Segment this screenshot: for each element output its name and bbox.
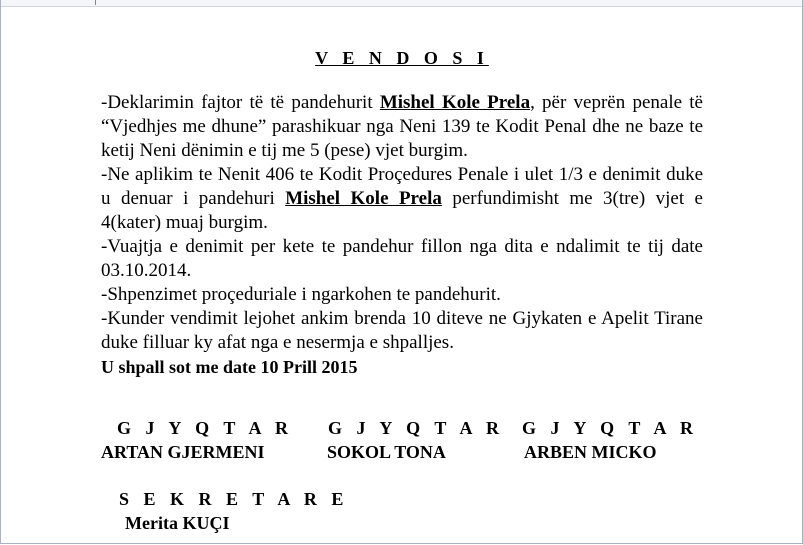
judge-role: G J Y Q T A R (328, 418, 505, 438)
secretary-signature (119, 487, 348, 535)
secretary-role: S E K R E T A R E (119, 489, 349, 509)
paragraph-declaration-pre: -Deklarimin fajtor të të pandehurit (101, 92, 380, 113)
judge-role: G J Y Q T A R (522, 418, 699, 438)
judge-signature-3 (506, 416, 698, 464)
paragraph-sentence-start: -Vuajtja e denimit per kete te pandehur fillon nga dita e ndalimit te tij date 03.10.2014. (101, 236, 703, 281)
document-heading: V E N D O S I (315, 48, 489, 68)
judge-name: ARTAN GJERMENI (101, 442, 265, 462)
paragraph-reduction-post: perfundimisht me 3(tre) vjet e 4(kater) muaj burgim. (101, 188, 703, 233)
paragraph-reduction (101, 163, 703, 235)
judge-signature-2 (312, 416, 504, 464)
paragraph-declaration-post: , për veprën penale të “Vjedhjes me dhune” parashikuar nga Neni 139 te Kodit Penal dhe ne baze te ketij Neni dënimin e tij me 5 (pese) vjet burgim. (101, 92, 703, 161)
judge-name: ARBEN MICKO (524, 442, 657, 462)
defendant-name: Mishel Kole Prela (379, 92, 531, 113)
announcement: U shpall sot me date 10 Prill 2015 (101, 357, 358, 377)
paragraph-declaration (101, 91, 703, 163)
paragraph-reduction-pre: -Ne aplikim te Nenit 406 te Kodit Proçedures Penale i ulet 1/3 e denimit duke u denuar i pandehuri (101, 164, 703, 209)
secretary-name: Merita KUÇI (125, 513, 230, 533)
judge-role: G J Y Q T A R (117, 418, 294, 438)
document-body (101, 44, 703, 397)
judge-signature-1 (101, 416, 293, 464)
judge-name: SOKOL TONA (327, 442, 446, 462)
paragraph-appeal: -Kunder vendimit lejohet ankim brenda 10 diteve ne Gjykaten e Apelit Tirane duke filluar ky afat nga e nesermja e shpalljes. (101, 308, 703, 353)
defendant-name: Mishel Kole Prela (285, 188, 442, 209)
paragraph-costs: -Shpenzimet proçeduriale i ngarkohen te pandehurit. (101, 284, 501, 305)
